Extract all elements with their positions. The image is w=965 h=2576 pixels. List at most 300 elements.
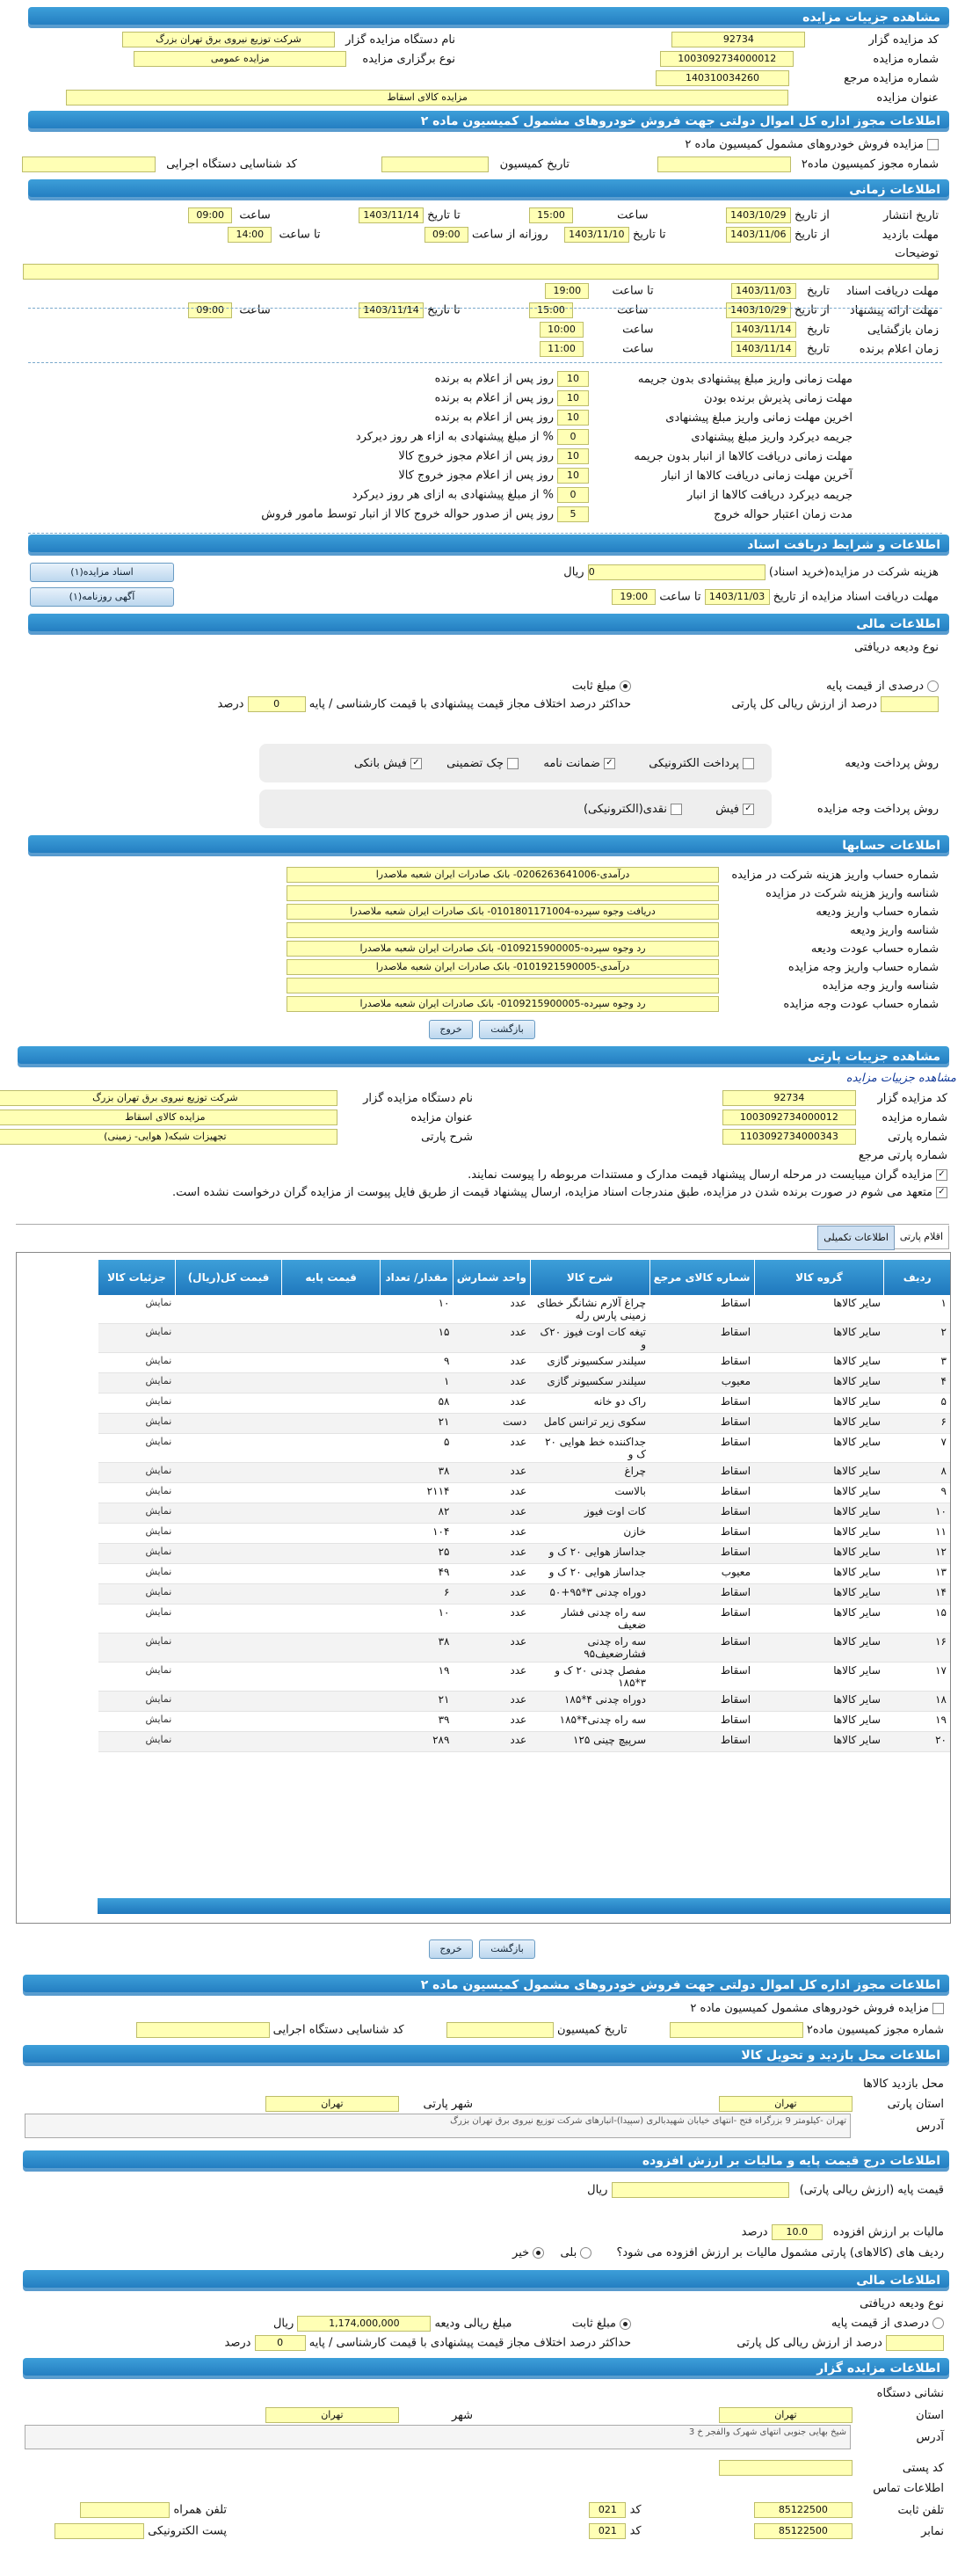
contact-label: اطلاعات تماس xyxy=(873,2482,944,2495)
recv-row: مهلت دریافت اسناد تاریخ 1403/11/03 تا ساعت 19:00 xyxy=(545,283,939,299)
goods-cell xyxy=(175,1712,281,1732)
open-date: 1403/11/14 xyxy=(731,322,796,338)
account-label: شماره حساب واریز ودیعه xyxy=(816,905,939,919)
goods-cell: سایر کالاها xyxy=(754,1584,884,1605)
table-row xyxy=(98,1634,951,1663)
deadline-value: 10 xyxy=(557,448,589,464)
org-city: شهر تهران xyxy=(265,2407,473,2423)
account-label: شناسه واریز ودیعه xyxy=(850,923,939,937)
deadline-row xyxy=(435,390,853,406)
deadline-row xyxy=(435,371,853,387)
deadline-unit: % از مبلغ پیشنهادی به ازاء هر روز دیرکرد xyxy=(355,430,554,444)
goods-cell xyxy=(175,1544,281,1564)
permit-chk-2: مزایده فروش خودروهای مشمول کمیسیون ماده ۲ xyxy=(690,2001,944,2017)
party-number-field: شماره پارتی 1103092734000343 xyxy=(722,1129,947,1145)
show-details-link[interactable]: نمایش xyxy=(98,1394,176,1414)
table-row xyxy=(98,1394,951,1414)
deadline-label: مهلت زمانی دریافت کالاها از انبار بدون جریمه xyxy=(634,449,853,463)
goods-cell: سایر کالاها xyxy=(754,1463,884,1483)
goods-cell: سیلندر سکسیونر گازی xyxy=(530,1353,649,1373)
account-value xyxy=(287,922,719,938)
check-checkbox[interactable] xyxy=(507,758,519,769)
max-diff-2: حداکثر درصد اختلاف مجاز قیمت پیشنهادی با قیمت کارشناسی / پایه 0 درصد xyxy=(224,2336,631,2350)
finance-panel xyxy=(28,614,949,635)
show-details-link[interactable]: نمایش xyxy=(98,1434,176,1463)
winner-row: زمان اعلام برنده تاریخ 1403/11/14 ساعت 11:00 xyxy=(540,341,939,357)
table-row xyxy=(98,1663,951,1692)
show-details-link[interactable]: نمایش xyxy=(98,1483,176,1503)
desc-input xyxy=(23,264,939,280)
deposit-pct-input-row: درصد از ارزش ریالی کل پارتی xyxy=(731,696,939,712)
goods-cell xyxy=(282,1394,381,1414)
goods-cell xyxy=(175,1353,281,1373)
goods-cell: عدد xyxy=(453,1712,530,1732)
goods-cell: معیوب xyxy=(649,1564,754,1584)
org-address-row: آدرس xyxy=(916,2431,944,2444)
org-address-value: شیخ بهایی جنوبی انتهای شهرک والفجر خ 3 xyxy=(25,2425,851,2449)
show-details-link[interactable]: نمایش xyxy=(98,1324,176,1353)
show-details-link[interactable]: نمایش xyxy=(98,1692,176,1712)
notice-1-checkbox[interactable]: ✓ xyxy=(936,1169,947,1181)
goods-cell: دوراه چدنی ۳*۹۵+۵۰ xyxy=(530,1584,649,1605)
account-row xyxy=(287,996,939,1012)
permit-date-2 xyxy=(446,2022,554,2038)
goods-cell: ۷ xyxy=(884,1434,950,1463)
goods-cell: سکوی زیر ترانس کامل xyxy=(530,1414,649,1434)
goods-cell: ۳ xyxy=(884,1353,950,1373)
goods-cell xyxy=(282,1353,381,1373)
code-value: 92734 xyxy=(671,32,805,47)
goods-cell xyxy=(282,1295,381,1324)
goods-cell: عدد xyxy=(453,1732,530,1752)
show-details-link[interactable]: نمایش xyxy=(98,1732,176,1752)
goods-cell: ۱۶ xyxy=(884,1634,950,1663)
permit-input-2 xyxy=(670,2022,803,2038)
deadline-value: 5 xyxy=(557,506,589,522)
account-row xyxy=(287,941,939,957)
time-panel xyxy=(28,179,949,200)
account-label: شناسه واریز وجه مزایده xyxy=(822,979,939,993)
party-panel xyxy=(18,1046,949,1067)
goods-cell: سایر کالاها xyxy=(754,1295,884,1324)
bank-slip-checkbox[interactable]: ✓ xyxy=(410,758,422,769)
goods-cell xyxy=(282,1692,381,1712)
goods-cell: ۲ xyxy=(884,1324,950,1353)
goods-cell: ۱۹ xyxy=(884,1712,950,1732)
visit-panel xyxy=(23,2045,949,2066)
goods-cell xyxy=(282,1324,381,1353)
goods-cell: اسقاط xyxy=(649,1712,754,1732)
province-field: استان پارتی تهران xyxy=(719,2096,944,2112)
goods-cell xyxy=(282,1544,381,1564)
back-button[interactable]: بازگشت xyxy=(479,1020,535,1039)
goods-cell: ۲۸۹ xyxy=(381,1732,453,1752)
goods-cell: اسقاط xyxy=(649,1295,754,1324)
deposit-fixed-2: مبلغ ثابت مبلغ ریالی ودیعه 1,174,000,000 ریال xyxy=(273,2316,631,2332)
goods-cell: ۴ xyxy=(884,1373,950,1394)
goods-cell: سه راه چدنی۴*۱۸۵ xyxy=(530,1712,649,1732)
deposit-pct-row: درصدی از قیمت پایه xyxy=(826,679,939,695)
goods-cell: سایر کالاها xyxy=(754,1434,884,1463)
payment-method-options: ✓فیش نقدی(الکترونیکی) xyxy=(584,802,754,818)
vat-input: 10.0 xyxy=(772,2224,823,2240)
price-panel xyxy=(23,2150,949,2172)
email-input xyxy=(54,2523,144,2539)
goods-cell: سیلندر سکسیونر گازی xyxy=(530,1373,649,1394)
fish-checkbox[interactable]: ✓ xyxy=(743,804,754,815)
permit-date-input xyxy=(381,156,489,172)
goods-header-cell: گروه کالا xyxy=(754,1260,884,1295)
permit-checkbox[interactable] xyxy=(927,139,939,150)
goods-cell: ۵ xyxy=(884,1394,950,1414)
goods-cell xyxy=(282,1483,381,1503)
account-value: درآمدی-0101921590005- بانک صادرات ایران شعبه ملاصدرا xyxy=(287,959,719,975)
goods-cell: عدد xyxy=(453,1524,530,1544)
deadline-value: 10 xyxy=(557,371,589,387)
goods-cell: اسقاط xyxy=(649,1483,754,1503)
back-button-2[interactable]: بازگشت xyxy=(479,1939,535,1959)
goods-cell: اسقاط xyxy=(649,1503,754,1524)
goods-cell: چراغ xyxy=(530,1463,649,1483)
deposit-fixed-radio-2[interactable] xyxy=(620,2318,631,2330)
goods-cell: اسقاط xyxy=(649,1544,754,1564)
show-details-link[interactable]: نمایش xyxy=(98,1463,176,1483)
deposit-pct-input-2: درصد از ارزش ریالی کل پارتی xyxy=(736,2335,944,2351)
fax-row: نمابر 85122500 کد 021 xyxy=(589,2523,944,2539)
goods-cell: اسقاط xyxy=(649,1584,754,1605)
goods-cell: سایر کالاها xyxy=(754,1692,884,1712)
deadline-value: 0 xyxy=(557,429,589,445)
goods-header-cell: قیمت پایه xyxy=(282,1260,381,1295)
goods-cell xyxy=(175,1394,281,1414)
auction-details-panel xyxy=(28,7,949,28)
account-row xyxy=(287,978,939,993)
divider xyxy=(28,308,942,309)
show-details-link[interactable]: نمایش xyxy=(98,1663,176,1692)
doc-deadline-row: مهلت دریافت اسناد مزایده از تاریخ 1403/11/03 تا ساعت 19:00 xyxy=(612,589,939,605)
goods-cell: ۱۹ xyxy=(381,1663,453,1692)
goods-cell xyxy=(175,1605,281,1634)
goods-cell: دست xyxy=(453,1414,530,1434)
city-field: شهر پارتی تهران xyxy=(265,2096,473,2112)
subject-field: عنوان مزایده مزایده کالای اسقاط xyxy=(66,90,939,106)
goods-cell xyxy=(175,1732,281,1752)
deadline-row xyxy=(398,468,853,484)
org-value: شرکت توزیع نیروی برق تهران بزرگ xyxy=(122,32,335,47)
show-details-link[interactable]: نمایش xyxy=(98,1584,176,1605)
goods-cell: ۲۱ xyxy=(381,1692,453,1712)
goods-header-cell: شرح کالا xyxy=(530,1260,649,1295)
goods-cell: ۱۵ xyxy=(381,1324,453,1353)
ref-number-field: شماره مزایده مرجع 140310034260 xyxy=(656,70,939,86)
desc-row: توضیحات xyxy=(895,247,939,260)
winner-date: 1403/11/14 xyxy=(731,341,796,357)
goods-cell: عدد xyxy=(453,1503,530,1524)
goods-cell: ۱۰ xyxy=(381,1295,453,1324)
deposit-pct-input xyxy=(881,696,939,712)
show-details-link[interactable]: نمایش xyxy=(98,1605,176,1634)
exit-button[interactable]: خروج xyxy=(429,1020,473,1039)
goods-cell xyxy=(175,1634,281,1663)
goods-cell xyxy=(175,1414,281,1434)
docs-panel xyxy=(28,535,949,556)
address-field: آدرس xyxy=(916,2120,944,2133)
notice-2: ✓متعهد می شوم در صورت برنده شدن در مزایده، طبق مندرجات اسناد مزایده، ارسال پیشنهاد قیمت از طریق فایل پیوست از مزایده گران درخواست نشده است. xyxy=(172,1185,947,1201)
goods-cell: ۲۰ xyxy=(884,1732,950,1752)
goods-cell: عدد xyxy=(453,1373,530,1394)
goods-cell: سایر کالاها xyxy=(754,1605,884,1634)
divider xyxy=(28,362,942,363)
deposit-pct-radio-2[interactable] xyxy=(932,2318,944,2329)
table-row xyxy=(98,1373,951,1394)
show-details-link[interactable]: نمایش xyxy=(98,1503,176,1524)
vat-no-radio[interactable] xyxy=(533,2247,544,2259)
goods-table xyxy=(98,1260,950,1752)
table-row xyxy=(98,1544,951,1564)
goods-cell xyxy=(282,1564,381,1584)
goods-cell xyxy=(175,1434,281,1463)
deposit-pct-radio[interactable] xyxy=(927,680,939,692)
docs-header: اطلاعات و شرایط دریافت اسناد xyxy=(28,535,949,556)
visit-from-hour: 09:00 xyxy=(424,227,468,243)
show-details-link[interactable]: نمایش xyxy=(98,1373,176,1394)
goods-cell xyxy=(282,1634,381,1663)
payment-method-label: روش پرداخت وجه مزایده xyxy=(816,803,939,816)
goods-cell xyxy=(175,1324,281,1353)
table-row xyxy=(98,1692,951,1712)
table-row xyxy=(98,1353,951,1373)
base-price-field: قیمت پایه (ارزش ریالی پارتی) ریال xyxy=(587,2183,944,2197)
finance-header-2: اطلاعات مالی xyxy=(23,2270,949,2291)
goods-cell xyxy=(282,1663,381,1692)
table-row xyxy=(98,1584,951,1605)
table-row xyxy=(98,1324,951,1353)
goods-cell: ۱۷ xyxy=(884,1663,950,1692)
show-details-link[interactable]: نمایش xyxy=(98,1524,176,1544)
deposit-fixed-radio[interactable] xyxy=(620,680,631,692)
vat-field: مالیات بر ارزش افزوده 10.0 درصد xyxy=(741,2225,944,2239)
permit-checkbox-2[interactable] xyxy=(932,2003,944,2014)
goods-cell xyxy=(282,1463,381,1483)
table-row xyxy=(98,1605,951,1634)
goods-cell: اسقاط xyxy=(649,1692,754,1712)
goods-cell: ۵ xyxy=(381,1434,453,1463)
party-org-field: نام دستگاه مزایده گزار شرکت توزیع نیروی برق تهران بزرگ xyxy=(0,1090,473,1106)
phone-row: تلفن ثابت 85122500 کد 021 xyxy=(589,2502,944,2518)
mobile-input xyxy=(80,2502,170,2518)
offer-row: مهلت ارائه پیشنهاد از تاریخ 1403/10/29 ساعت 15:00 تا تاریخ 1403/11/14 ساعت 09:00 xyxy=(188,302,939,318)
goods-cell xyxy=(282,1524,381,1544)
tab-party-items[interactable]: اقلام پارتی xyxy=(894,1226,949,1249)
goods-cell: عدد xyxy=(453,1692,530,1712)
postal-input xyxy=(719,2460,853,2476)
account-value: درآمدی-0206263641006- بانک صادرات ایران شعبه ملاصدرا xyxy=(287,867,719,883)
org-province: استان تهران xyxy=(719,2407,944,2423)
goods-cell: سایر کالاها xyxy=(754,1712,884,1732)
deadline-value: 10 xyxy=(557,468,589,484)
visit-from-date: 1403/11/06 xyxy=(726,227,791,243)
deposit-amount: 1,174,000,000 xyxy=(297,2316,431,2332)
deadline-value: 0 xyxy=(557,487,589,503)
goods-cell: ۱۰۴ xyxy=(381,1524,453,1544)
show-details-link[interactable]: نمایش xyxy=(98,1712,176,1732)
goods-cell: اسقاط xyxy=(649,1434,754,1463)
tabs-line xyxy=(16,1224,949,1225)
vat-yes-radio[interactable] xyxy=(580,2247,591,2259)
mobile-row: تلفن همراه xyxy=(80,2502,227,2518)
publish-row: تاریخ انتشار از تاریخ 1403/10/29 ساعت 15:00 تا تاریخ 1403/11/14 ساعت 09:00 xyxy=(188,207,939,223)
ref-number-value: 140310034260 xyxy=(656,70,789,86)
account-label: شماره حساب واریز هزینه شرکت در مزایده xyxy=(731,868,939,882)
deadline-unit: روز پس از اعلام به برنده xyxy=(434,391,554,405)
goods-cell: سرپیچ چینی ۱۲۵ xyxy=(530,1732,649,1752)
deposit-method-label: روش پرداخت ودیعه xyxy=(845,757,939,770)
goods-cell: عدد xyxy=(453,1434,530,1463)
goods-cell: ۱۱ xyxy=(884,1524,950,1544)
goods-cell: عدد xyxy=(453,1483,530,1503)
show-details-link[interactable]: نمایش xyxy=(98,1564,176,1584)
goods-cell: سایر کالاها xyxy=(754,1324,884,1353)
doc-deadline-date: 1403/11/03 xyxy=(705,589,770,605)
deadline-unit: % از مبلغ پیشنهادی به ازای هر روز دیرکرد xyxy=(352,488,554,502)
guarantee-checkbox[interactable]: ✓ xyxy=(604,758,615,769)
goods-cell: سایر کالاها xyxy=(754,1483,884,1503)
goods-cell: ۱۵ xyxy=(884,1605,950,1634)
publish-from-date: 1403/10/29 xyxy=(726,207,791,223)
deadline-label: اخرین مهلت زمانی واریز مبلغ پیشنهادی xyxy=(665,411,853,425)
goods-cell: عدد xyxy=(453,1324,530,1353)
permit-number-input xyxy=(657,156,791,172)
visit-place-label: محل بازدید کالاها xyxy=(863,2078,944,2091)
goods-cell: اسقاط xyxy=(649,1524,754,1544)
vat-question: ردیف های (کالاهای) پارتی مشمول مالیات بر ارزش افزوده می شود؟ بلی خیر xyxy=(512,2246,944,2259)
permit-exec-2 xyxy=(136,2022,270,2038)
goods-cell: سایر کالاها xyxy=(754,1353,884,1373)
goods-cell: سایر کالاها xyxy=(754,1524,884,1544)
show-details-link[interactable]: نمایش xyxy=(98,1353,176,1373)
deadline-label: مدت زمان اعتبار حواله خروج xyxy=(714,507,853,521)
deadline-row xyxy=(435,410,853,426)
goods-cell: اسقاط xyxy=(649,1324,754,1353)
deadline-row xyxy=(356,429,853,445)
publish-to-date: 1403/11/14 xyxy=(359,207,424,223)
permit-header-2: اطلاعات مجوز اداره کل اموال دولتی جهت فروش خودروهای مشمول کمیسیون ماده ۲ xyxy=(23,1975,949,1996)
org-field: نام دستگاه مزایده گزار شرکت توزیع نیروی برق تهران بزرگ xyxy=(122,32,455,47)
goods-cell: ۳۸ xyxy=(381,1463,453,1483)
goods-cell: ۵۸ xyxy=(381,1394,453,1414)
goods-cell: عدد xyxy=(453,1605,530,1634)
visit-to-date: 1403/11/10 xyxy=(564,227,629,243)
goods-cell: سایر کالاها xyxy=(754,1663,884,1692)
permit-row-2: شماره مجوز کمیسیون ماده۲ تاریخ کمیسیون کد شناسایی دستگاه اجرایی xyxy=(136,2022,944,2038)
max-diff-row: حداکثر درصد اختلاف مجاز قیمت پیشنهادی با قیمت کارشناسی / پایه 0 درصد xyxy=(217,697,631,711)
permit-header: اطلاعات مجوز اداره کل اموال دولتی جهت فروش خودروهای مشمول کمیسیون ماده ۲ xyxy=(28,111,949,132)
goods-cell: عدد xyxy=(453,1463,530,1483)
goods-cell: مفصل چدنی ۲۰ ک و ۳*۱۸۵ xyxy=(530,1663,649,1692)
max-diff-input-2: 0 xyxy=(255,2335,306,2351)
goods-cell xyxy=(282,1434,381,1463)
account-label: شماره حساب عودت ودیعه xyxy=(810,942,939,956)
winner-hour: 11:00 xyxy=(540,341,584,357)
email-row: پست الکترونیکی xyxy=(54,2523,227,2539)
show-details-link[interactable]: نمایش xyxy=(98,1634,176,1663)
offer-from-date: 1403/10/29 xyxy=(726,302,791,318)
table-row xyxy=(98,1434,951,1463)
newspaper-ad-button[interactable]: آگهی روزنامه(۱) xyxy=(30,587,174,607)
deadline-unit: روز پس از اعلام به برنده xyxy=(434,372,554,386)
goods-cell: جداکننده خط هوایی ۲۰ ک و xyxy=(530,1434,649,1463)
goods-cell: سایر کالاها xyxy=(754,1544,884,1564)
goods-cell xyxy=(175,1295,281,1324)
auction-number-field: شماره مزایده 1003092734000012 xyxy=(660,51,939,67)
auction-docs-button[interactable]: اسناد مزایده(۱) xyxy=(30,563,174,582)
visit-header: اطلاعات محل بازدید و تحویل کالا xyxy=(23,2045,949,2066)
goods-cell: ۹ xyxy=(884,1483,950,1503)
goods-cell: اسقاط xyxy=(649,1732,754,1752)
deposit-type-2: نوع ودیعه دریافتی xyxy=(860,2297,944,2310)
account-row xyxy=(287,922,939,938)
goods-header-cell: واحد شمارش xyxy=(453,1260,530,1295)
goods-cell: ۱۰ xyxy=(884,1503,950,1524)
table-row xyxy=(98,1524,951,1544)
table-row xyxy=(98,1483,951,1503)
table-row xyxy=(98,1414,951,1434)
show-details-link[interactable]: نمایش xyxy=(98,1414,176,1434)
finance-panel-2 xyxy=(23,2270,949,2291)
account-value xyxy=(287,978,719,993)
goods-cell: ۱ xyxy=(381,1373,453,1394)
account-value: رد وجوه سپرده-0109215900005- بانک صادرات ایران شعبه ملاصدرا xyxy=(287,996,719,1012)
deadline-unit: روز پس از اعلام به برنده xyxy=(434,411,554,425)
publish-to-hour: 09:00 xyxy=(188,207,232,223)
electronic-checkbox[interactable] xyxy=(743,758,754,769)
goods-cell: ۴۹ xyxy=(381,1564,453,1584)
goods-cell: سایر کالاها xyxy=(754,1414,884,1434)
table-row xyxy=(98,1463,951,1483)
doc-cost-row: هزینه شرکت در مزایده(خرید اسناد) 0 ریال xyxy=(563,565,939,579)
goods-cell xyxy=(282,1584,381,1605)
party-subtitle: مشاهده جزییات مزایده xyxy=(845,1072,956,1085)
table-row xyxy=(98,1503,951,1524)
doc-cost-value: 0 xyxy=(588,564,765,580)
goods-cell: سایر کالاها xyxy=(754,1634,884,1663)
goods-cell xyxy=(282,1732,381,1752)
goods-header-cell: ردیف xyxy=(884,1260,950,1295)
finance-header: اطلاعات مالی xyxy=(28,614,949,635)
goods-header-cell: مقدار/ تعداد xyxy=(381,1260,453,1295)
exit-button-2[interactable]: خروج xyxy=(429,1939,473,1959)
show-details-link[interactable]: نمایش xyxy=(98,1544,176,1564)
code-field: کد مزایده گزار 92734 xyxy=(671,32,939,47)
goods-cell: ۱۳ xyxy=(884,1564,950,1584)
max-diff-input: 0 xyxy=(248,696,306,712)
goods-cell: سایر کالاها xyxy=(754,1394,884,1414)
goods-cell: ۲۱۱۴ xyxy=(381,1483,453,1503)
notice-2-checkbox[interactable]: ✓ xyxy=(936,1187,947,1198)
goods-cell: کات اوت فیوز xyxy=(530,1503,649,1524)
deadline-value: 10 xyxy=(557,390,589,406)
goods-cell xyxy=(175,1564,281,1584)
goods-cell: سایر کالاها xyxy=(754,1503,884,1524)
permit-date-field: تاریخ کمیسیون xyxy=(381,156,570,172)
tab-extra-info[interactable]: اطلاعات تکمیلی xyxy=(817,1226,895,1250)
goods-cell xyxy=(282,1712,381,1732)
cash-checkbox[interactable] xyxy=(671,804,682,815)
auction-details-header: مشاهده جزییات مزایده xyxy=(28,7,949,28)
goods-cell xyxy=(175,1483,281,1503)
deadline-label: جریمه دیرکرد دریافت کالاها از انبار xyxy=(687,488,853,502)
show-details-link[interactable]: نمایش xyxy=(98,1295,176,1324)
